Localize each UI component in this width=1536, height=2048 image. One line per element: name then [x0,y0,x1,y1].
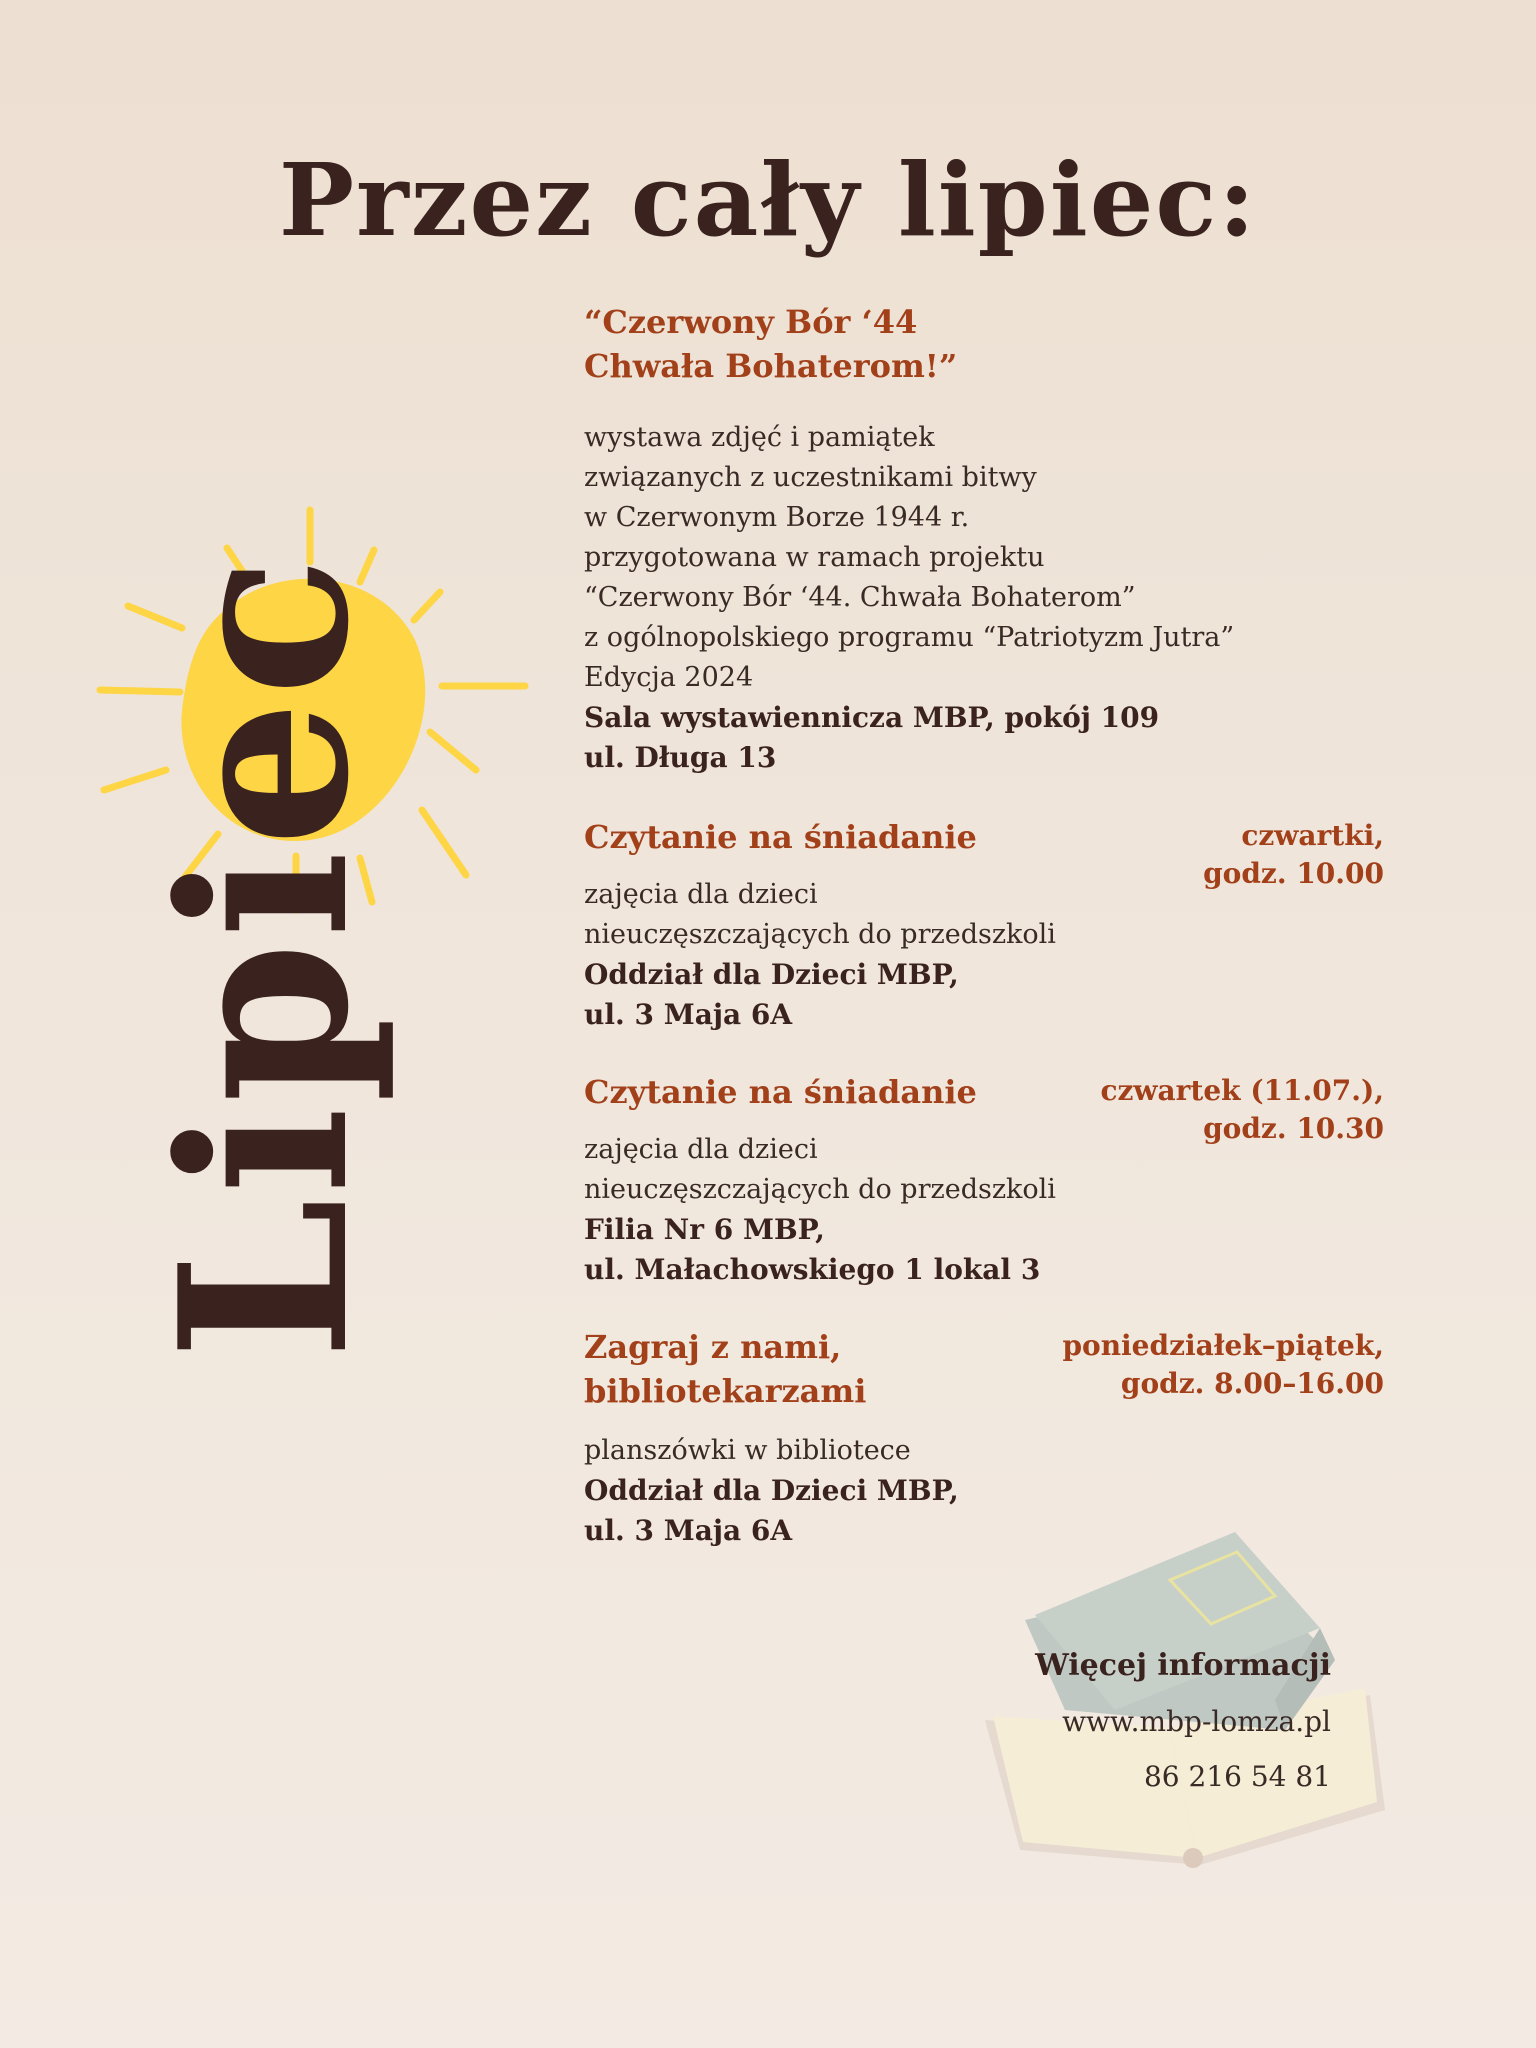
month-label: Lipiec [130,552,400,1360]
description-line: “Czerwony Bór ‘44. Chwała Bohaterom” [584,582,1136,613]
description-line: związanych z uczestnikami bitwy [584,462,1037,493]
description-line: w Czerwonym Borze 1944 r. [584,502,970,533]
schedule-line: godz. 10.30 [1203,1112,1384,1145]
event-schedule [1062,1327,1384,1403]
event-breakfast-reading-2 [584,1070,1384,1290]
event-description [584,1431,1384,1471]
event-board-games [584,1325,1384,1551]
page-title: Przez cały lipiec: [278,141,1258,259]
event-breakfast-reading-1 [584,815,1384,1035]
location-line: Filia Nr 6 MBP, [584,1213,825,1246]
location-line: ul. 3 Maja 6A [584,1514,793,1547]
event-title-line: bibliotekarzami [584,1372,867,1410]
phone-number[interactable]: 86 216 54 81 [1143,1760,1331,1793]
schedule-line: czwartki, [1241,819,1384,852]
description-line: z ogólnopolskiego programu “Patriotyzm Jutra” [584,622,1235,653]
description-line: Edycja 2024 [584,662,754,693]
event-title-line: Chwała Bohaterom!” [584,347,958,385]
schedule-line: godz. 8.00–16.00 [1120,1367,1384,1400]
contact-info [1035,1648,1331,1815]
description-line: zajęcia dla dzieci [584,879,818,910]
location-line: Sala wystawiennicza MBP, pokój 109 [584,701,1160,734]
event-title-line: “Czerwony Bór ‘44 [584,303,918,341]
schedule-line: czwartek (11.07.), [1100,1074,1384,1107]
location-line: ul. 3 Maja 6A [584,998,793,1031]
event-location [584,955,1384,1035]
description-line: nieuczęszczających do przedszkoli [584,919,1056,950]
description-line: planszówki w bibliotece [584,1435,911,1466]
event-title-line: Czytanie na śniadanie [584,818,977,856]
location-line: ul. Długa 13 [584,741,777,774]
location-line: ul. Małachowskiego 1 lokal 3 [584,1253,1041,1286]
schedule-line: godz. 10.00 [1203,857,1384,890]
event-title-line: Zagraj z nami, [584,1328,842,1366]
description-line: zajęcia dla dzieci [584,1134,818,1165]
event-title [584,300,1384,388]
description-line: wystawa zdjęć i pamiątek [584,422,935,453]
schedule-line: poniedziałek–piątek, [1062,1329,1384,1362]
event-schedule [1203,817,1384,893]
event-schedule [1100,1072,1384,1148]
description-line: nieuczęszczających do przedszkoli [584,1174,1056,1205]
event-exhibition [584,300,1384,778]
location-line: Oddział dla Dzieci MBP, [584,1474,959,1507]
event-location [584,1210,1384,1290]
website-link[interactable]: www.mbp-lomza.pl [1062,1705,1331,1738]
description-line: przygotowana w ramach projektu [584,542,1045,573]
event-description [584,418,1384,698]
location-line: Oddział dla Dzieci MBP, [584,958,959,991]
contact-heading: Więcej informacji [1035,1648,1331,1683]
event-title-line: Czytanie na śniadanie [584,1073,977,1111]
event-location [584,698,1384,778]
